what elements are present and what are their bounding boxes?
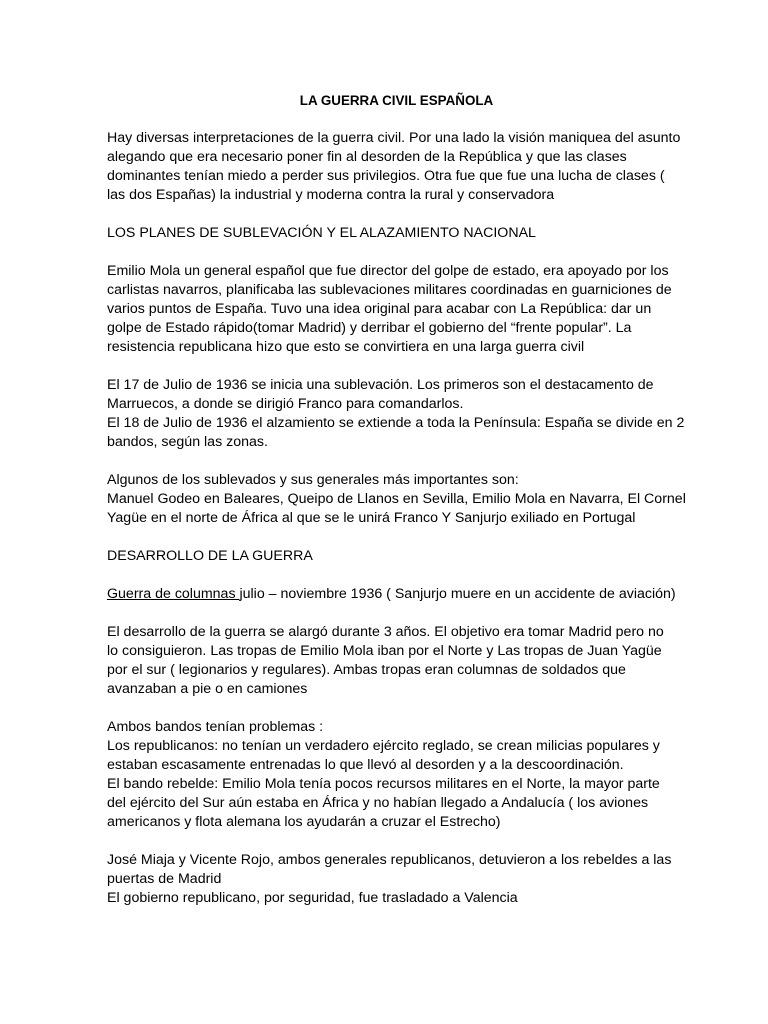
text-line: golpe de Estado rápido(tomar Madrid) y derribar el gobierno del “frente popular”. La (107, 320, 632, 336)
julio-paragraph (107, 376, 685, 452)
text-line: varios puntos de España. Tuvo una idea original para acabar con La República: dar un (107, 301, 652, 317)
problemas-paragraph (107, 718, 668, 832)
text-line: las dos Españas) la industrial y moderna contra la rural y conservadora (107, 187, 555, 203)
text-line: puertas de Madrid (107, 871, 222, 887)
text-line: bandos, según las zonas. (107, 434, 268, 450)
text-line: estaban escasamente entrenadas lo que llevó al desorden y a la descoordinación. (107, 757, 624, 773)
text-line: dominantes tenían miedo a perder sus privilegios. Otra fue que fue una lucha de clases ( (107, 168, 665, 184)
miaja-paragraph (107, 851, 672, 908)
desarrollo-paragraph (107, 623, 668, 699)
text-line: Hay diversas interpretaciones de la guerra civil. Por una lado la visión maniquea del asunto (107, 130, 681, 146)
section-heading-planes: LOS PLANES DE SUBLEVACIÓN Y EL ALAZAMIENTO NACIONAL (107, 225, 536, 241)
text-line: Algunos de los sublevados y sus generales más importantes son: (107, 472, 519, 488)
text-line: Manuel Godeo en Baleares, Queipo de Llanos en Sevilla, Emilio Mola en Navarra, El Cornel (107, 491, 686, 507)
document-title: LA GUERRA CIVIL ESPAÑOLA (299, 93, 494, 108)
columnas-label: Guerra de columnas (107, 586, 240, 602)
text-line: resistencia republicana hizo que esto se convirtiera en una larga guerra civil (107, 339, 585, 355)
text-line: Los republicanos: no tenían un verdadero ejército reglado, se crean milicias populares y (107, 738, 660, 754)
text-line: El 17 de Julio de 1936 se inicia una sublevación. Los primeros son el destacamento de (107, 377, 654, 393)
text-line: Emilio Mola un general español que fue director del golpe de estado, era apoyado por los (107, 263, 669, 279)
text-line: carlistas navarros, planificaba las sublevaciones militares coordinadas en guarniciones de (107, 282, 672, 298)
text-line: El bando rebelde: Emilio Mola tenía pocos recursos militares en el Norte, la mayor parte (107, 776, 660, 792)
text-line: El gobierno republicano, por seguridad, fue trasladado a Valencia (107, 890, 518, 906)
text-line: El desarrollo de la guerra se alargó durante 3 años. El objetivo era tomar Madrid pero no (107, 624, 664, 640)
sublevados-paragraph (107, 471, 686, 528)
text-line: Marruecos, a donde se dirigió Franco para comandarlos. (107, 396, 464, 412)
columnas-text: julio – noviembre 1936 ( Sanjurjo muere en un accidente de aviación) (239, 586, 676, 602)
intro-paragraph (107, 129, 681, 205)
text-line: americanos y flota alemana los ayudarán a cruzar el Estrecho) (107, 814, 501, 830)
text-line: avanzaban a pie o en camiones (107, 681, 308, 697)
mola-paragraph (107, 262, 672, 357)
text-line: El 18 de Julio de 1936 el alzamiento se extiende a toda la Península: España se divide en 2 (107, 415, 685, 431)
text-line: Ambos bandos tenían problemas : (107, 719, 324, 735)
text-line: lo consiguieron. Las tropas de Emilio Mola iban por el Norte y Las tropas de Juan Yagüe (107, 643, 662, 659)
columnas-paragraph (107, 585, 676, 604)
text-line: Yagüe en el norte de África al que se le unirá Franco Y Sanjurjo exiliado en Portugal (107, 510, 636, 526)
text-line: del ejército del Sur aún estaba en África y no habían llegado a Andalucía ( los aviones (107, 795, 649, 811)
text-line: alegando que era necesario poner fin al desorden de la República y que las clases (107, 149, 627, 165)
text-line: José Miaja y Vicente Rojo, ambos generales republicanos, detuvieron a los rebeldes a las (107, 852, 672, 868)
text-line: por el sur ( legionarios y regulares). Ambas tropas eran columnas de soldados que (107, 662, 626, 678)
section-heading-desarrollo: DESARROLLO DE LA GUERRA (107, 548, 313, 564)
